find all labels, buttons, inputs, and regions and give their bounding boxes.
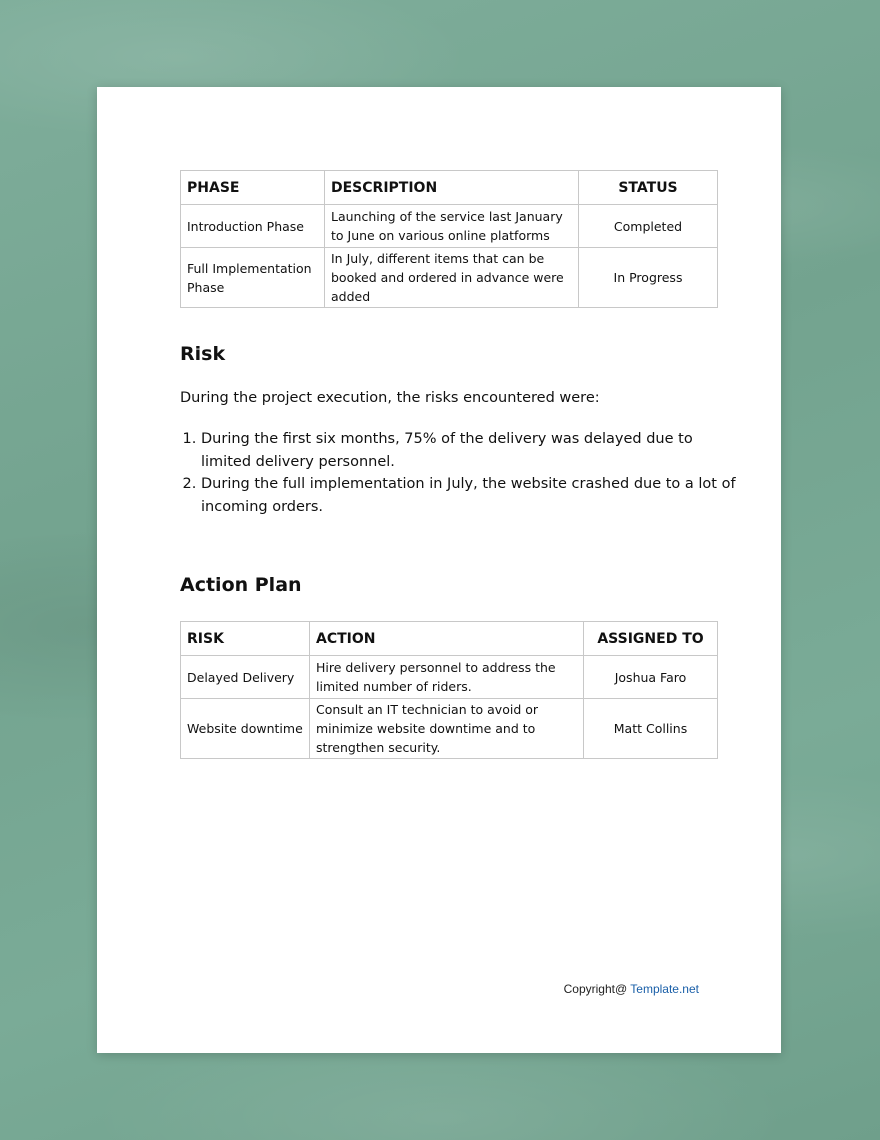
column-header-phase: PHASE xyxy=(181,171,325,205)
phase-cell: Full Implementation Phase xyxy=(181,248,325,308)
risk-list xyxy=(180,428,741,519)
table-header-row xyxy=(181,171,718,205)
table-row xyxy=(181,656,718,699)
assignee-cell: Joshua Faro xyxy=(584,656,718,699)
phase-table xyxy=(180,170,718,308)
table-row xyxy=(181,205,718,248)
action-table-wrapper xyxy=(180,621,717,759)
risk-intro: During the project execution, the risks encountered were: xyxy=(180,390,600,406)
action-cell: Consult an IT technician to avoid or minimize website downtime and to strengthen security. xyxy=(310,699,584,759)
description-cell: In July, different items that can be booked and ordered in advance were added xyxy=(325,248,579,308)
assignee-cell: Matt Collins xyxy=(584,699,718,759)
column-header-assigned-to: ASSIGNED TO xyxy=(584,622,718,656)
action-plan-table xyxy=(180,621,718,759)
list-item: 2. During the full implementation in July, the website crashed due to a lot of incoming orders. xyxy=(201,473,741,518)
copyright-label: Copyright@ xyxy=(563,982,628,996)
table-row xyxy=(181,248,718,308)
action-cell: Hire delivery personnel to address the limited number of riders. xyxy=(310,656,584,699)
table-row xyxy=(181,699,718,759)
phase-table-wrapper xyxy=(180,170,717,308)
action-plan-heading: Action Plan xyxy=(180,574,302,596)
phase-cell: Introduction Phase xyxy=(181,205,325,248)
risk-cell: Delayed Delivery xyxy=(181,656,310,699)
description-cell: Launching of the service last January to June on various online platforms xyxy=(325,205,579,248)
status-cell: Completed xyxy=(579,205,718,248)
list-item: 1. During the first six months, 75% of the delivery was delayed due to limited delivery personnel. xyxy=(201,428,741,473)
risk-cell: Website downtime xyxy=(181,699,310,759)
status-cell: In Progress xyxy=(579,248,718,308)
column-header-risk: RISK xyxy=(181,622,310,656)
template-net-link[interactable]: Template.net xyxy=(630,982,699,996)
document-page xyxy=(97,87,781,1053)
column-header-status: STATUS xyxy=(579,171,718,205)
column-header-description: DESCRIPTION xyxy=(325,171,579,205)
table-header-row xyxy=(181,622,718,656)
risk-heading: Risk xyxy=(180,343,226,365)
column-header-action: ACTION xyxy=(310,622,584,656)
copyright-footer xyxy=(564,982,699,996)
